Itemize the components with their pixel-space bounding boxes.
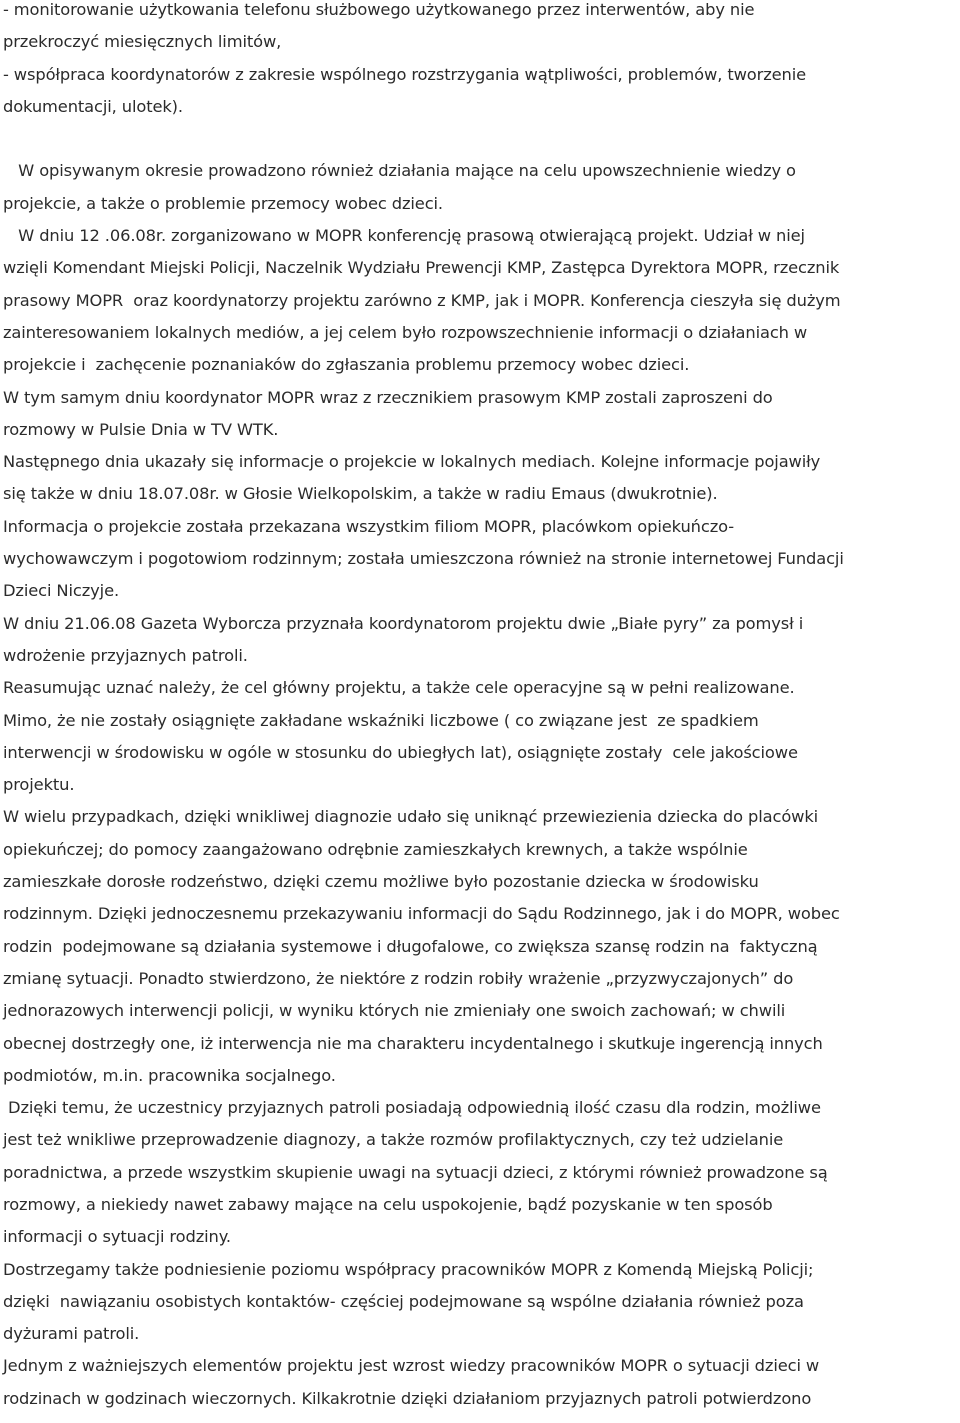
paragraph xyxy=(3,608,957,673)
paragraph xyxy=(3,0,957,59)
text-line: dokumentacji, ulotek). xyxy=(3,96,183,116)
text-line: Dostrzegamy także podniesienie poziomu współpracy pracowników MOPR z Komendą Miejską Policji; xyxy=(3,1259,814,1279)
paragraph xyxy=(3,672,957,704)
text-line: W tym samym dniu koordynator MOPR wraz z rzecznikiem prasowym KMP zostali zaproszeni do xyxy=(3,387,773,407)
text-line: Mimo, że nie zostały osiągnięte zakładane wskaźniki liczbowe ( co związane jest ze spadkiem xyxy=(3,710,759,730)
text-line: W opisywanym okresie prowadzono również działania mające na celu upowszechnienie wiedzy o xyxy=(3,161,796,181)
text-line: Dzięki temu, że uczestnicy przyjaznych patroli posiadają odpowiednią ilość czasu dla rodzin, możliwe xyxy=(3,1098,821,1118)
text-line: wychowawczym i pogotowiom rodzinnym; została umieszczona również na stronie internetowej Fundacji xyxy=(3,549,844,569)
paragraph xyxy=(3,123,957,155)
paragraph xyxy=(3,511,957,608)
text-line xyxy=(3,123,957,155)
paragraph xyxy=(3,155,957,220)
text-line: przekroczyć miesięcznych limitów, xyxy=(3,32,282,52)
text-line: poradnictwa, a przede wszystkim skupienie uwagi na sytuacji dzieci, z którymi również prowadzone są xyxy=(3,1162,828,1182)
text-line: projektu. xyxy=(3,775,75,795)
text-line: informacji o sytuacji rodziny. xyxy=(3,1227,231,1247)
text-line: Dzieci Niczyje. xyxy=(3,581,120,601)
text-line: interwencji w środowisku w ogóle w stosunku do ubiegłych lat), osiągnięte zostały cele jakościowe xyxy=(3,742,798,762)
text-line: Jednym z ważniejszych elementów projektu jest wzrost wiedzy pracowników MOPR o sytuacji dzieci w xyxy=(3,1356,820,1376)
text-line: - współpraca koordynatorów z zakresie wspólnego rozstrzygania wątpliwości, problemów, tworzenie xyxy=(3,64,807,84)
text-line: Reasumując uznać należy, że cel główny projektu, a także cele operacyjne są w pełni realizowane. xyxy=(3,678,795,698)
text-line: obecnej dostrzegły one, iż interwencja nie ma charakteru incydentalnego i skutkuje ingerencją innych xyxy=(3,1033,823,1053)
text-line: zainteresowaniem lokalnych mediów, a jej celem było rozpowszechnienie informacji o działaniach w xyxy=(3,322,808,342)
text-line: rodzin podejmowane są działania systemowe i długofalowe, co zwiększa szansę rodzin na faktyczną xyxy=(3,936,818,956)
paragraph xyxy=(3,1350,957,1415)
paragraph xyxy=(3,1254,957,1351)
paragraph xyxy=(3,705,957,802)
text-line: rodzinnym. Dzięki jednoczesnemu przekazywaniu informacji do Sądu Rodzinnego, jak i do MOPR, wobec xyxy=(3,904,840,924)
text-line: podmiotów, m.in. pracownika socjalnego. xyxy=(3,1065,336,1085)
text-line: wzięli Komendant Miejski Policji, Naczelnik Wydziału Prewencji KMP, Zastępca Dyrektora MOPR, rzecznik xyxy=(3,258,840,278)
paragraph xyxy=(3,59,957,124)
paragraph xyxy=(3,801,957,1092)
text-line: projekcie i zachęcenie poznaniaków do zgłaszania problemu przemocy wobec dzieci. xyxy=(3,355,690,375)
text-line: W wielu przypadkach, dzięki wnikliwej diagnozie udało się uniknąć przewiezienia dziecka do placówki xyxy=(3,807,819,827)
text-line: rozmowy, a niekiedy nawet zabawy mające na celu uspokojenie, bądź pozyskanie w ten sposób xyxy=(3,1194,773,1214)
paragraph xyxy=(3,220,957,381)
text-line: rozmowy w Pulsie Dnia w TV WTK. xyxy=(3,419,279,439)
text-line: prasowy MOPR oraz koordynatorzy projektu zarówno z KMP, jak i MOPR. Konferencja cieszyła się dużym xyxy=(3,290,841,310)
text-line: wdrożenie przyjaznych patroli. xyxy=(3,645,248,665)
text-line: jest też wnikliwe przeprowadzenie diagnozy, a także rozmów profilaktycznych, czy też udzielanie xyxy=(3,1130,784,1150)
text-line: zmianę sytuacji. Ponadto stwierdzono, że niektóre z rodzin robiły wrażenie „przyzwyczajonych” do xyxy=(3,968,794,988)
text-line: rodzinach w godzinach wieczornych. Kilkakrotnie dzięki działaniom przyjaznych patroli potwierdzono xyxy=(3,1388,812,1408)
paragraph xyxy=(3,382,957,447)
text-line: opiekuńczej; do pomocy zaangażowano odrębnie zamieszkałych krewnych, a także wspólnie xyxy=(3,839,748,859)
text-line: dyżurami patroli. xyxy=(3,1324,140,1344)
text-line: W dniu 12 .06.08r. zorganizowano w MOPR konferencję prasową otwierającą projekt. Udział w niej xyxy=(3,226,805,246)
text-line: się także w dniu 18.07.08r. w Głosie Wielkopolskim, a także w radiu Emaus (dwukrotnie). xyxy=(3,484,718,504)
document-page xyxy=(3,0,957,1415)
text-line: jednorazowych interwencji policji, w wyniku których nie zmieniały one swoich zachowań; w chwili xyxy=(3,1001,786,1021)
text-line: dzięki nawiązaniu osobistych kontaktów- częściej podejmowane są wspólne działania również poza xyxy=(3,1291,804,1311)
text-line: W dniu 21.06.08 Gazeta Wyborcza przyznała koordynatorom projektu dwie „Białe pyry” za pomysł i xyxy=(3,613,804,633)
paragraph xyxy=(3,1092,957,1253)
text-line: Informacja o projekcie została przekazana wszystkim filiom MOPR, placówkom opiekuńczo- xyxy=(3,516,735,536)
paragraph xyxy=(3,446,957,511)
text-line: zamieszkałe dorosłe rodzeństwo, dzięki czemu możliwe było pozostanie dziecka w środowisku xyxy=(3,872,759,892)
text-line: projekcie, a także o problemie przemocy wobec dzieci. xyxy=(3,193,443,213)
text-line: Następnego dnia ukazały się informacje o projekcie w lokalnych mediach. Kolejne informacje pojawiły xyxy=(3,452,821,472)
text-line: - monitorowanie użytkowania telefonu służbowego użytkowanego przez interwentów, aby nie xyxy=(3,0,755,19)
